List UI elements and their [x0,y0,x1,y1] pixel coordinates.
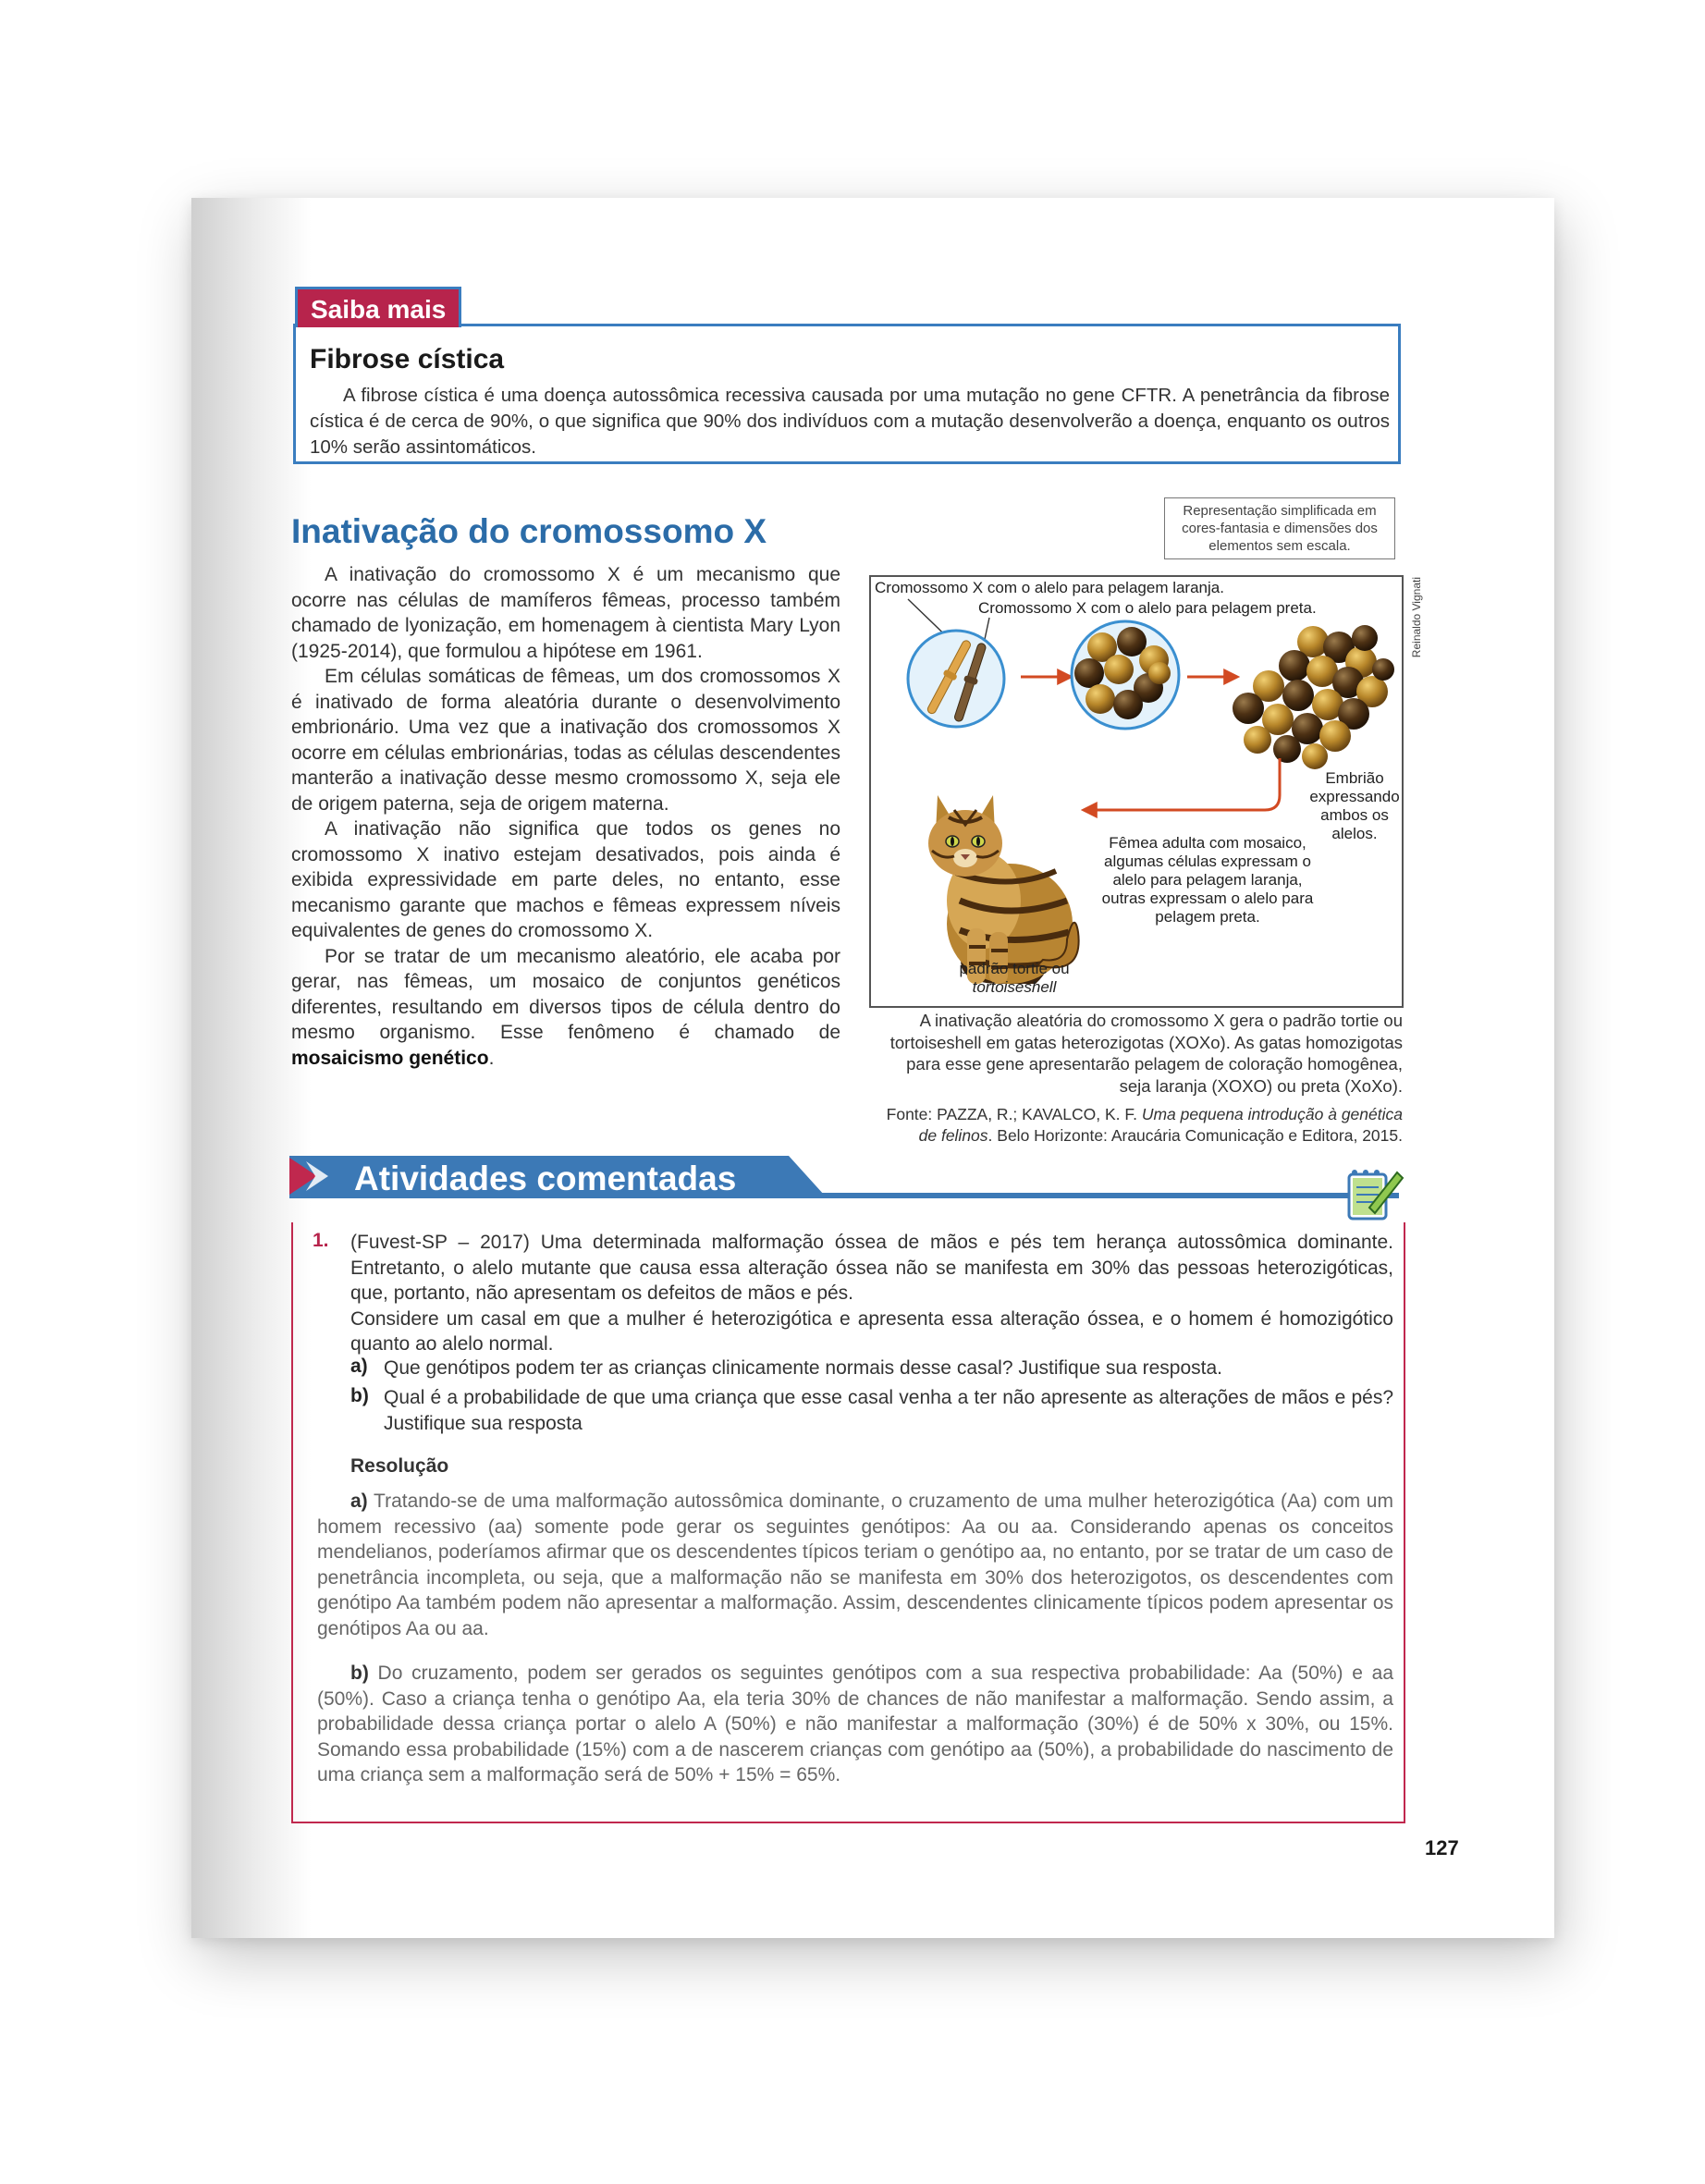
option-b-text: Qual é a probabilidade de que uma criança que esse casal venha a ter não apresente as alterações de mãos e pés? Justifique sua resposta [384,1387,1393,1434]
label-tortie: padrão tortie ou tortoiseshell [959,960,1070,996]
option-b-label: b) [350,1385,369,1406]
question-number: 1. [313,1230,329,1251]
option-a-label: a) [350,1356,368,1377]
label-adult-female: Fêmea adulta com mosaico, algumas células expressam o alelo para pelagem laranja, outras expressam o alelo para pelagem preta. [1101,834,1314,926]
figure-x-inactivation [869,575,1404,1008]
resolucao-a: a) Tratando-se de uma malformação autossômica dominante, o cruzamento de uma mulher heterozigótica (Aa) com um homem recessivo (aa) somente pode gerar os seguintes genótipos: Aa ou aa. Considerando apenas os conceitos mendelianos, poderíamos afirmar que os descendentes típicos teriam o genótipo aa, no entanto, por se tratar de um caso de penetrância incompleta, ou seja, que a malformação não se manifesta em 30% dos heterozigotos, os descendentes com genótipo Aa também podem não apresentar a malformação. Assim, descendentes clinicamente típicos podem apresentar os genótipos Aa ou aa. [317,1491,1393,1639]
image-credit: Reinaldo Vignati [1410,577,1423,658]
atividades-title: Atividades comentadas [354,1159,737,1197]
saiba-mais-title: Fibrose cística [310,344,505,374]
page-number: 127 [1425,1836,1459,1859]
paragraph-3: A inativação não significa que todos os genes no cromossomo X inativo estejam desativados, pois ainda é exibida expressividade em parte deles, no entanto, esse mecanismo garante que machos e fêmeas expressem níveis equivalentes de genes do cromossomo X. [291,818,840,941]
option-a-text: Que genótipos podem ter as crianças clinicamente normais desse casal? Justifique sua resposta. [384,1357,1222,1379]
representation-note: Representação simplificada em cores-fantasia e dimensões dos elementos sem escala. [1164,497,1395,559]
resolucao-title: Resolução [350,1455,449,1477]
paragraph-4: Por se tratar de um mecanismo aleatório, ele acaba por gerar, nas fêmeas, um mosaico de conjuntos genéticos diferentes, resultando em diversos tipos de célula dentro do mesmo organismo. Esse fenômeno é chamado de mosaicismo genético. [291,945,840,1069]
book-page [191,198,1554,1938]
tortie-cat-icon [928,795,1079,984]
saiba-mais-tab: Saiba mais [295,287,461,327]
arrow-3-icon [1087,758,1280,810]
body-text [291,562,840,1071]
label-orange-chromosome: Cromossomo X com o alelo para pelagem laranja. [875,579,1224,596]
saiba-mais-text: A fibrose cística é uma doença autossômica recessiva causada por uma mutação no gene CFTR. A penetrância da fibrose cística é de cerca de 90%, o que significa que 90% dos indivíduos com a mutação desenvolverão a doença, enquanto os outros 10% serão assintomáticos. [310,385,1390,458]
label-embryo: Embrião expressando ambos os alelos. [1309,769,1400,842]
figure-source: Fonte: PAZZA, R.; KAVALCO, K. F. Uma pequena introdução à genética de felinos. Belo Horizonte: Araucária Comunicação e Editora, 2015. [886,1105,1403,1145]
label-black-chromosome: Cromossomo X com o alelo para pelagem preta. [978,599,1317,617]
paragraph-2: Em células somáticas de fêmeas, um dos cromossomos X é inativado de forma aleatória durante o desenvolvimento embrionário. Uma vez que a inativação dos cromossomos X ocorre em células embrionárias, todas as células descendentes manterão a inativação desse mesmo cromossomo X, seja ele de origem paterna, seja de origem materna. [291,666,840,815]
paragraph-1: A inativação do cromossomo X é um mecanismo que ocorre nas células de mamíferos fêmeas, processo também chamado de lyonização, em homenagem à cientista Mary Lyon (1925-2014), que formulou a hipótese em 1961. [291,564,840,662]
resolucao-b: b) Do cruzamento, podem ser gerados os seguintes genótipos com a sua respectiva probabilidade: Aa (50%) e aa (50%). Caso a criança tenha o genótipo Aa, ela teria 30% de chances de não manifestar a malformação. Sendo assim, a probabilidade dessa criança portar o alelo A (50%) e não manifestar a malformação (30%) é de 50% x 30%, ou 15%. Somando essa probabilidade (15%) com a de nascerem crianças com genótipo aa (50%), a probabilidade do nascimento de uma criança sem a malformação será de 50% + 15% = 65%. [317,1663,1393,1785]
bold-term: mosaicismo genético [291,1047,489,1069]
section-title: Inativação do cromossomo X [291,512,767,550]
question-text: (Fuvest-SP – 2017) Uma determinada malformação óssea de mãos e pés tem herança autossômica dominante. Entretanto, o alelo mutante que causa essa alteração óssea não se manifesta em 30% das pessoas heterozigóticas, que, portanto, não apresentam os defeitos de mãos e pés. Considere um casal em que a mulher é heterozigótica e apresenta essa alteração óssea, e o homem é homozigótico quanto ao alelo normal. [350,1232,1393,1355]
embryo-cluster-icon [1233,625,1394,769]
figure-caption: A inativação aleatória do cromossomo X gera o padrão tortie ou tortoiseshell em gatas heterozigotas (XOXo). As gatas homozigotas para esse gene apresentarão pelagem de coloração homogênea, seja laranja (XOXO) ou preta (XoXo). [889,1011,1403,1096]
